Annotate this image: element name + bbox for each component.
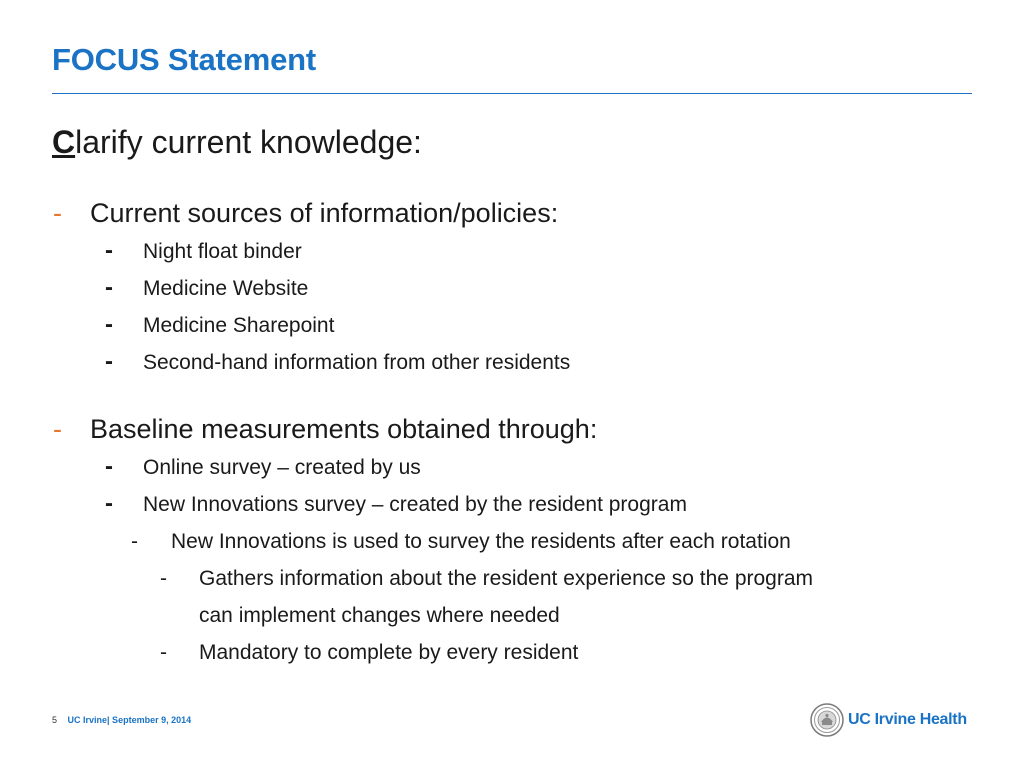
sub-sub-list-item <box>160 641 579 665</box>
footer-text: UC Irvine| September 9, 2014 <box>67 715 192 725</box>
list-item-text: Online survey – created by us <box>143 456 421 479</box>
bullet-current-sources <box>53 198 559 229</box>
bullet-dash: - <box>105 237 113 264</box>
bullet-dash: - <box>53 414 62 444</box>
uc-irvine-health-logo <box>810 703 967 737</box>
page-number: 5 <box>52 715 58 725</box>
heading-rest: larify current knowledge: <box>75 124 422 160</box>
sub-sub-list-item-continued <box>199 604 560 628</box>
list-item-text: Medicine Sharepoint <box>143 314 335 337</box>
bullet-dash: - <box>53 198 62 228</box>
sub-sub-list-item-text: Mandatory to complete by every resident <box>199 641 579 664</box>
section-heading <box>52 124 422 161</box>
bullet-text: Baseline measurements obtained through: <box>90 414 598 444</box>
list-item <box>105 490 687 517</box>
bullet-dash: - <box>160 567 167 590</box>
slide-title: FOCUS Statement <box>52 42 316 77</box>
list-item-text: Medicine Website <box>143 277 309 300</box>
bullet-text: Current sources of information/policies: <box>90 198 559 228</box>
list-item <box>105 453 421 480</box>
bullet-dash: - <box>105 453 113 480</box>
bullet-dash: - <box>105 348 113 375</box>
list-item <box>105 311 335 338</box>
list-item-text: Night float binder <box>143 240 302 263</box>
bullet-dash: - <box>105 490 113 517</box>
bullet-baseline-measurements <box>53 414 598 445</box>
sub-list-item-text: New Innovations is used to survey the residents after each rotation <box>171 530 791 553</box>
sub-list-item <box>131 530 791 554</box>
bullet-dash: - <box>160 641 167 664</box>
slide-footer <box>52 715 191 725</box>
sub-sub-list-item <box>160 567 814 591</box>
list-item-text: Second-hand information from other residents <box>143 351 571 374</box>
sub-sub-list-item-text: can implement changes where needed <box>199 604 560 627</box>
logo-text: UC Irvine Health <box>848 711 967 728</box>
title-divider <box>52 93 972 94</box>
bullet-dash: - <box>105 311 113 338</box>
list-item <box>105 274 309 301</box>
list-item <box>105 348 571 375</box>
sub-sub-list-item-text: Gathers information about the resident experience so the program <box>199 567 814 590</box>
list-item <box>105 237 302 264</box>
uc-seal-icon <box>810 703 844 737</box>
bullet-dash: - <box>131 530 138 553</box>
heading-first-letter: C <box>52 124 76 160</box>
list-item-text: New Innovations survey – created by the resident program <box>143 493 687 516</box>
bullet-dash: - <box>105 274 113 301</box>
